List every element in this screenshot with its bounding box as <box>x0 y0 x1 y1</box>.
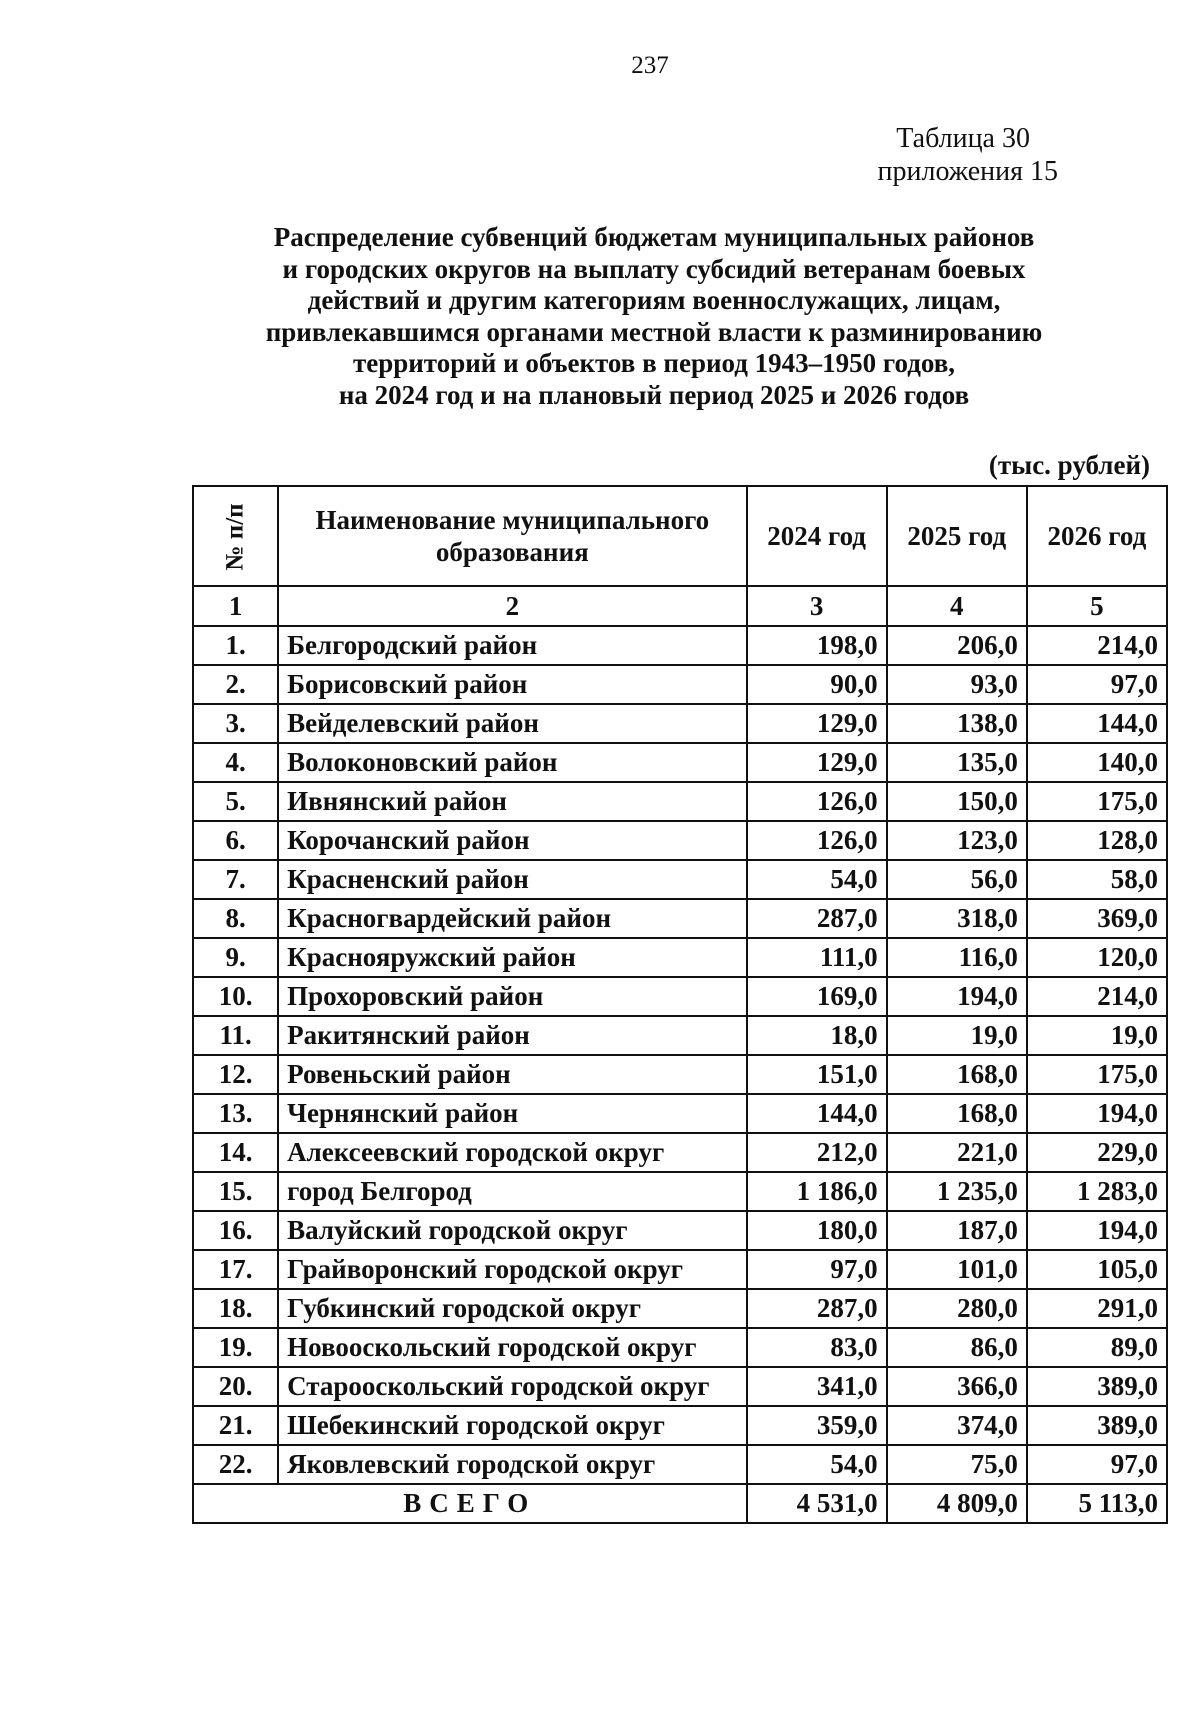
row-number: 16. <box>193 1211 278 1250</box>
total-row <box>193 1484 1167 1523</box>
header-number <box>193 486 278 586</box>
value-2025: 93,0 <box>887 665 1027 704</box>
row-number: 8. <box>193 899 278 938</box>
table-row <box>193 860 1167 899</box>
municipality-name: Прохоровский район <box>278 977 746 1016</box>
row-number: 7. <box>193 860 278 899</box>
value-2024: 83,0 <box>747 1328 887 1367</box>
total-2025: 4 809,0 <box>887 1484 1027 1523</box>
municipality-name: Ракитянский район <box>278 1016 746 1055</box>
municipality-name: Губкинский городской округ <box>278 1289 746 1328</box>
row-number: 10. <box>193 977 278 1016</box>
table-row <box>193 1055 1167 1094</box>
table-row <box>193 1133 1167 1172</box>
municipality-name: Белгородский район <box>278 626 746 665</box>
value-2025: 101,0 <box>887 1250 1027 1289</box>
value-2024: 198,0 <box>747 626 887 665</box>
row-number: 13. <box>193 1094 278 1133</box>
table-row <box>193 782 1167 821</box>
value-2025: 194,0 <box>887 977 1027 1016</box>
value-2025: 366,0 <box>887 1367 1027 1406</box>
table-row <box>193 1250 1167 1289</box>
row-number: 5. <box>193 782 278 821</box>
value-2024: 180,0 <box>747 1211 887 1250</box>
row-number: 11. <box>193 1016 278 1055</box>
value-2024: 126,0 <box>747 782 887 821</box>
table-row <box>193 1328 1167 1367</box>
value-2024: 111,0 <box>747 938 887 977</box>
value-2024: 341,0 <box>747 1367 887 1406</box>
value-2025: 1 235,0 <box>887 1172 1027 1211</box>
table-row <box>193 704 1167 743</box>
municipality-name: город Белгород <box>278 1172 746 1211</box>
municipality-name: Корочанский район <box>278 821 746 860</box>
document-title <box>190 222 1118 411</box>
value-2026: 369,0 <box>1027 899 1167 938</box>
value-2025: 150,0 <box>887 782 1027 821</box>
table-number: Таблица 30 <box>896 123 1030 154</box>
appendix-reference <box>878 122 1059 188</box>
value-2024: 212,0 <box>747 1133 887 1172</box>
municipality-name: Красненский район <box>278 860 746 899</box>
value-2025: 75,0 <box>887 1445 1027 1484</box>
table-row <box>193 821 1167 860</box>
municipality-name: Яковлевский городской округ <box>278 1445 746 1484</box>
value-2024: 1 186,0 <box>747 1172 887 1211</box>
header-number-label: № п/п <box>221 503 249 571</box>
value-2024: 287,0 <box>747 899 887 938</box>
value-2026: 144,0 <box>1027 704 1167 743</box>
row-number: 19. <box>193 1328 278 1367</box>
value-2024: 151,0 <box>747 1055 887 1094</box>
total-label: ВСЕГО <box>193 1484 747 1523</box>
value-2025: 138,0 <box>887 704 1027 743</box>
row-number: 9. <box>193 938 278 977</box>
municipality-name: Грайворонский городской округ <box>278 1250 746 1289</box>
title-line: привлекавшимся органами местной власти к разминированию <box>265 316 1043 347</box>
value-2026: 389,0 <box>1027 1406 1167 1445</box>
value-2026: 97,0 <box>1027 665 1167 704</box>
column-index: 4 <box>887 586 1027 626</box>
value-2026: 89,0 <box>1027 1328 1167 1367</box>
value-2026: 1 283,0 <box>1027 1172 1167 1211</box>
municipality-name: Борисовский район <box>278 665 746 704</box>
value-2024: 169,0 <box>747 977 887 1016</box>
municipality-name: Ивнянский район <box>278 782 746 821</box>
header-2024: 2024 год <box>747 486 887 586</box>
value-2024: 54,0 <box>747 860 887 899</box>
value-2026: 291,0 <box>1027 1289 1167 1328</box>
value-2025: 56,0 <box>887 860 1027 899</box>
table-row <box>193 1016 1167 1055</box>
table-row <box>193 1445 1167 1484</box>
municipality-name: Краснояружский район <box>278 938 746 977</box>
title-line: Распределение субвенций бюджетам муниципальных районов <box>273 222 1035 252</box>
column-index: 3 <box>747 586 887 626</box>
municipality-name: Чернянский район <box>278 1094 746 1133</box>
header-municipality: Наименование муниципального образования <box>278 486 746 586</box>
title-line: территорий и объектов в период 1943–1950 годов, <box>352 348 956 378</box>
column-index: 2 <box>278 586 746 626</box>
municipality-name: Красногвардейский район <box>278 899 746 938</box>
value-2026: 140,0 <box>1027 743 1167 782</box>
municipality-name: Волоконовский район <box>278 743 746 782</box>
value-2026: 175,0 <box>1027 1055 1167 1094</box>
table-row <box>193 626 1167 665</box>
row-number: 15. <box>193 1172 278 1211</box>
value-2026: 19,0 <box>1027 1016 1167 1055</box>
value-2024: 144,0 <box>747 1094 887 1133</box>
value-2025: 318,0 <box>887 899 1027 938</box>
table-row <box>193 1094 1167 1133</box>
value-2024: 129,0 <box>747 743 887 782</box>
value-2025: 123,0 <box>887 821 1027 860</box>
municipality-name: Валуйский городской округ <box>278 1211 746 1250</box>
row-number: 20. <box>193 1367 278 1406</box>
subvention-table <box>192 485 1168 1524</box>
value-2025: 116,0 <box>887 938 1027 977</box>
table-row <box>193 665 1167 704</box>
row-number: 21. <box>193 1406 278 1445</box>
value-2026: 214,0 <box>1027 626 1167 665</box>
table-row <box>193 899 1167 938</box>
page-number: 237 <box>631 52 669 79</box>
value-2024: 54,0 <box>747 1445 887 1484</box>
header-2025: 2025 год <box>887 486 1027 586</box>
header-2026: 2026 год <box>1027 486 1167 586</box>
value-2024: 126,0 <box>747 821 887 860</box>
value-2024: 18,0 <box>747 1016 887 1055</box>
value-2026: 97,0 <box>1027 1445 1167 1484</box>
value-2026: 214,0 <box>1027 977 1167 1016</box>
table-row <box>193 743 1167 782</box>
value-2024: 90,0 <box>747 665 887 704</box>
value-2025: 168,0 <box>887 1094 1027 1133</box>
value-2026: 58,0 <box>1027 860 1167 899</box>
value-2025: 206,0 <box>887 626 1027 665</box>
value-2025: 187,0 <box>887 1211 1027 1250</box>
table-header-row <box>193 486 1167 586</box>
municipality-name: Ровеньский район <box>278 1055 746 1094</box>
column-index: 5 <box>1027 586 1167 626</box>
value-2026: 105,0 <box>1027 1250 1167 1289</box>
municipality-name: Алексеевский городской округ <box>278 1133 746 1172</box>
value-2025: 280,0 <box>887 1289 1027 1328</box>
value-2026: 120,0 <box>1027 938 1167 977</box>
value-2026: 229,0 <box>1027 1133 1167 1172</box>
row-number: 4. <box>193 743 278 782</box>
row-number: 2. <box>193 665 278 704</box>
value-2025: 374,0 <box>887 1406 1027 1445</box>
row-number: 12. <box>193 1055 278 1094</box>
value-2024: 359,0 <box>747 1406 887 1445</box>
municipality-name: Новооскольский городской округ <box>278 1328 746 1367</box>
total-2024: 4 531,0 <box>747 1484 887 1523</box>
value-2025: 135,0 <box>887 743 1027 782</box>
value-2024: 97,0 <box>747 1250 887 1289</box>
value-2026: 175,0 <box>1027 782 1167 821</box>
value-2025: 168,0 <box>887 1055 1027 1094</box>
units-label: (тыс. рублей) <box>988 450 1150 480</box>
table-row <box>193 938 1167 977</box>
value-2025: 221,0 <box>887 1133 1027 1172</box>
municipality-name: Вейделевский район <box>278 704 746 743</box>
municipality-name: Шебекинский городской округ <box>278 1406 746 1445</box>
value-2026: 389,0 <box>1027 1367 1167 1406</box>
row-number: 14. <box>193 1133 278 1172</box>
row-number: 3. <box>193 704 278 743</box>
table-row <box>193 1406 1167 1445</box>
appendix-number: приложения 15 <box>877 156 1058 187</box>
value-2024: 287,0 <box>747 1289 887 1328</box>
total-2026: 5 113,0 <box>1027 1484 1167 1523</box>
value-2026: 194,0 <box>1027 1211 1167 1250</box>
value-2024: 129,0 <box>747 704 887 743</box>
title-line: и городских округов на выплату субсидий ветеранам боевых <box>282 253 1026 284</box>
column-index-row <box>193 586 1167 626</box>
table-row <box>193 1367 1167 1406</box>
row-number: 18. <box>193 1289 278 1328</box>
value-2025: 19,0 <box>887 1016 1027 1055</box>
municipality-name: Старооскольский городской округ <box>278 1367 746 1406</box>
table-row <box>193 977 1167 1016</box>
table-row <box>193 1289 1167 1328</box>
value-2025: 86,0 <box>887 1328 1027 1367</box>
title-line: на 2024 год и на плановый период 2025 и 2026 годов <box>338 379 970 410</box>
table-row <box>193 1211 1167 1250</box>
value-2026: 128,0 <box>1027 821 1167 860</box>
row-number: 1. <box>193 626 278 665</box>
row-number: 22. <box>193 1445 278 1484</box>
row-number: 6. <box>193 821 278 860</box>
title-line: действий и другим категориям военнослужащих, лицам, <box>307 285 1001 315</box>
row-number: 17. <box>193 1250 278 1289</box>
value-2026: 194,0 <box>1027 1094 1167 1133</box>
table-row <box>193 1172 1167 1211</box>
column-index: 1 <box>193 586 278 626</box>
